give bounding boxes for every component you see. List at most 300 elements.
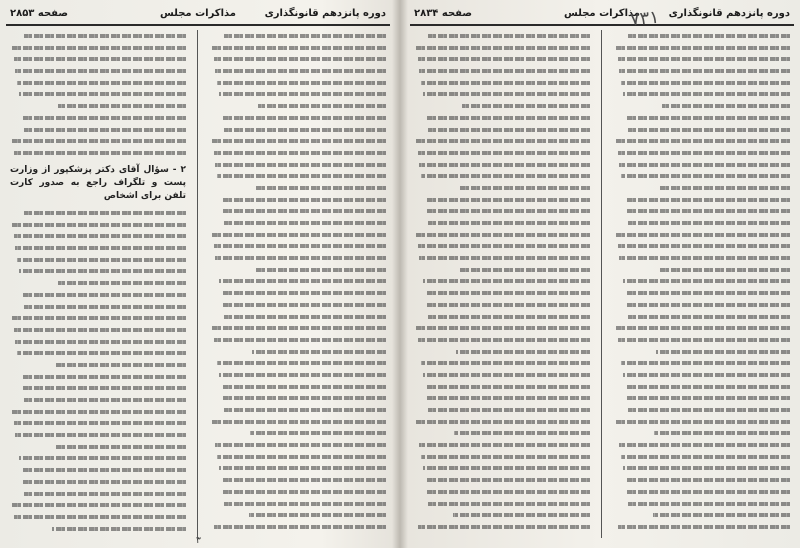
scanned-text-line [614, 77, 790, 89]
scanned-text-line [210, 205, 386, 217]
left-subheading: ۲ - سؤال آقای دکتر پزشکپور از وزارت پست و تلگراف راجع به صدور کارت تلفن برای اشخاص [10, 165, 186, 201]
text-stroke [619, 256, 790, 260]
scanned-text-line [414, 30, 590, 42]
text-stroke [14, 421, 186, 425]
text-stroke [423, 279, 590, 283]
scanned-text-line [614, 42, 790, 54]
text-stroke [416, 420, 590, 424]
scanned-text-line [414, 42, 590, 54]
scanned-text-line [10, 417, 186, 429]
scanned-text-line [414, 474, 590, 486]
text-stroke [221, 478, 386, 482]
scanned-text-line [210, 252, 386, 264]
scanned-text-line [414, 275, 590, 287]
scanned-text-line [414, 65, 590, 77]
text-stroke [428, 502, 590, 506]
text-stroke [625, 385, 790, 389]
left-page-header [6, 6, 390, 26]
scanned-text-line [210, 30, 386, 42]
text-stroke [217, 455, 386, 459]
scanned-text-line [414, 521, 590, 533]
scanned-text-line [210, 439, 386, 451]
text-stroke [219, 279, 386, 283]
text-stroke [224, 502, 386, 506]
scanned-text-line [10, 124, 186, 136]
scanned-text-line [210, 42, 386, 54]
text-stroke [24, 128, 186, 132]
scanned-text-line [614, 486, 790, 498]
scanned-text-line [210, 451, 386, 463]
text-stroke [14, 151, 186, 155]
scanned-text-line [210, 311, 386, 323]
scanned-text-line [10, 499, 186, 511]
text-stroke [660, 186, 790, 190]
text-stroke [12, 223, 186, 227]
scanned-text-line [614, 346, 790, 358]
text-stroke [621, 174, 790, 178]
scanned-text-line [614, 509, 790, 521]
text-stroke [425, 198, 590, 202]
text-stroke [222, 116, 386, 120]
text-stroke [219, 92, 386, 96]
text-stroke [222, 209, 386, 213]
scanned-text-line [10, 488, 186, 500]
scanned-text-line [210, 486, 386, 498]
text-stroke [249, 513, 386, 517]
text-stroke [222, 396, 386, 400]
scanned-text-line [614, 147, 790, 159]
left-page-footer: ۳ [196, 536, 201, 546]
text-stroke [217, 174, 386, 178]
scanned-text-line [10, 242, 186, 254]
text-stroke [19, 92, 186, 96]
left-column-right [210, 30, 386, 540]
scanned-text-line [10, 464, 186, 476]
scanned-text-line [210, 521, 386, 533]
scanned-text-line [614, 53, 790, 65]
handwritten-page-number: ۷۳۱ [629, 6, 661, 31]
right-page-header [410, 6, 794, 26]
scanned-text-line [614, 439, 790, 451]
scanned-text-line [614, 205, 790, 217]
scanned-text-line [614, 287, 790, 299]
scanned-text-line [210, 498, 386, 510]
text-stroke [219, 373, 386, 377]
scanned-text-line [10, 382, 186, 394]
text-stroke [215, 443, 386, 447]
scanned-text-line [614, 275, 790, 287]
scanned-text-line [10, 219, 186, 231]
text-stroke [628, 315, 790, 319]
text-stroke [12, 139, 186, 143]
scanned-text-line [210, 264, 386, 276]
text-stroke [623, 279, 790, 283]
scanned-text-line [414, 439, 590, 451]
text-stroke [618, 338, 790, 342]
text-stroke [625, 478, 790, 482]
text-stroke [425, 478, 590, 482]
text-stroke [15, 69, 186, 73]
text-stroke [428, 128, 590, 132]
text-stroke [214, 57, 386, 61]
left-header-title: مذاکرات مجلس [159, 8, 237, 19]
right-header-page-number: صفحه ۲۸۳۴ [414, 8, 473, 19]
scanned-text-line [10, 394, 186, 406]
text-stroke [426, 116, 590, 120]
text-stroke [252, 350, 386, 354]
scanned-text-line [210, 404, 386, 416]
scanned-text-line [210, 240, 386, 252]
text-stroke [56, 363, 186, 367]
scanned-text-line [10, 359, 186, 371]
text-stroke [418, 244, 590, 248]
text-stroke [454, 431, 590, 435]
text-stroke [217, 81, 386, 85]
scanned-text-line [210, 124, 386, 136]
scanned-text-line [614, 299, 790, 311]
scanned-text-line [414, 205, 590, 217]
text-stroke [623, 466, 790, 470]
scanned-text-line [614, 264, 790, 276]
scanned-text-line [210, 381, 386, 393]
scanned-text-line [614, 159, 790, 171]
scanned-text-line [210, 159, 386, 171]
text-stroke [458, 268, 590, 272]
text-stroke [15, 246, 186, 250]
scanned-text-line [614, 521, 790, 533]
scanned-text-line [10, 88, 186, 100]
text-stroke [428, 221, 590, 225]
scanned-text-line [614, 182, 790, 194]
text-stroke [616, 233, 790, 237]
scanned-text-lines [10, 207, 186, 534]
text-stroke [421, 455, 590, 459]
scanned-text-line [10, 265, 186, 277]
scanned-text-line [414, 252, 590, 264]
text-stroke [17, 81, 186, 85]
text-stroke [22, 480, 186, 484]
text-stroke [215, 256, 386, 260]
scanned-text-line [614, 462, 790, 474]
text-stroke [626, 490, 790, 494]
text-stroke [14, 328, 186, 332]
scanned-text-line [414, 416, 590, 428]
text-stroke [419, 443, 590, 447]
left-header-session: دوره پانزدهم قانونگذاری [264, 8, 386, 19]
text-stroke [428, 408, 590, 412]
text-stroke [212, 233, 386, 237]
text-stroke [22, 116, 186, 120]
scanned-text-line [210, 77, 386, 89]
scanned-text-line [614, 322, 790, 334]
scanned-text-line [10, 406, 186, 418]
text-stroke [625, 198, 790, 202]
scanned-text-line [414, 182, 590, 194]
scanned-text-line [414, 112, 590, 124]
text-stroke [214, 244, 386, 248]
text-stroke [222, 490, 386, 494]
text-stroke [628, 408, 790, 412]
text-stroke [626, 116, 790, 120]
scanned-text-line [414, 299, 590, 311]
text-stroke [221, 291, 386, 295]
text-stroke [621, 455, 790, 459]
scanned-text-line [614, 124, 790, 136]
scanned-text-line [10, 147, 186, 159]
text-stroke [22, 293, 186, 297]
text-stroke [224, 221, 386, 225]
text-stroke [14, 234, 186, 238]
scanned-text-line [614, 334, 790, 346]
text-stroke [626, 396, 790, 400]
text-stroke [15, 340, 186, 344]
scanned-text-line [414, 369, 590, 381]
text-stroke [425, 385, 590, 389]
scanned-text-line [10, 336, 186, 348]
text-stroke [618, 525, 790, 529]
text-stroke [460, 186, 590, 190]
scanned-text-line [414, 404, 590, 416]
text-stroke [17, 351, 186, 355]
text-stroke [426, 209, 590, 213]
scanned-text-line [10, 511, 186, 523]
scanned-text-line [614, 65, 790, 77]
scanned-text-line [414, 217, 590, 229]
scanned-text-line [10, 112, 186, 124]
scanned-text-line [210, 299, 386, 311]
text-stroke [418, 151, 590, 155]
scanned-text-line [614, 240, 790, 252]
text-stroke [224, 315, 386, 319]
scanned-text-line [414, 451, 590, 463]
text-stroke [626, 209, 790, 213]
text-stroke [628, 221, 790, 225]
right-column-right [614, 30, 790, 540]
text-stroke [425, 291, 590, 295]
text-stroke [214, 151, 386, 155]
text-stroke [419, 256, 590, 260]
text-stroke [224, 128, 386, 132]
text-stroke [12, 316, 186, 320]
text-stroke [421, 174, 590, 178]
text-stroke [418, 525, 590, 529]
scanned-text-line [10, 324, 186, 336]
text-stroke [416, 233, 590, 237]
scanned-text-line [210, 392, 386, 404]
text-stroke [423, 373, 590, 377]
right-column-divider [601, 30, 602, 538]
scanned-text-line [414, 381, 590, 393]
scanned-text-line [614, 404, 790, 416]
scanned-text-line [10, 100, 186, 112]
text-stroke [24, 34, 186, 38]
scanned-text-line [10, 53, 186, 65]
text-stroke [212, 326, 386, 330]
text-stroke [419, 163, 590, 167]
text-stroke [250, 431, 386, 435]
scanned-text-line [210, 509, 386, 521]
scanned-text-lines [210, 30, 386, 533]
right-page [410, 0, 794, 548]
text-stroke [416, 46, 590, 50]
scanned-text-line [10, 452, 186, 464]
scanned-text-line [614, 451, 790, 463]
text-stroke [22, 386, 186, 390]
text-stroke [254, 268, 386, 272]
text-stroke [428, 315, 590, 319]
text-stroke [21, 468, 186, 472]
scanned-text-line [414, 88, 590, 100]
text-stroke [212, 46, 386, 50]
scanned-text-line [614, 474, 790, 486]
scanned-text-line [414, 346, 590, 358]
scanned-text-line [414, 392, 590, 404]
text-stroke [224, 408, 386, 412]
scanned-text-line [614, 135, 790, 147]
text-stroke [14, 515, 186, 519]
scanned-text-line [614, 229, 790, 241]
scanned-text-line [614, 381, 790, 393]
scanned-text-line [10, 30, 186, 42]
scanned-text-line [10, 135, 186, 147]
scanned-text-line [210, 462, 386, 474]
scanned-text-line [210, 182, 386, 194]
text-stroke [616, 420, 790, 424]
scanned-text-line [414, 311, 590, 323]
text-stroke [453, 513, 590, 517]
scanned-text-line [414, 462, 590, 474]
scanned-text-line [210, 416, 386, 428]
text-stroke [618, 244, 790, 248]
scanned-text-line [210, 287, 386, 299]
scanned-text-line [614, 30, 790, 42]
text-stroke [419, 69, 590, 73]
scanned-text-line [414, 100, 590, 112]
scanned-text-line [10, 476, 186, 488]
text-stroke [19, 456, 186, 460]
scanned-text-line [414, 194, 590, 206]
scanned-text-line [414, 334, 590, 346]
text-stroke [628, 502, 790, 506]
text-stroke [654, 431, 790, 435]
scanned-text-line [210, 334, 386, 346]
text-stroke [418, 338, 590, 342]
scanned-text-line [414, 498, 590, 510]
text-stroke [428, 34, 590, 38]
text-stroke [58, 281, 186, 285]
text-stroke [214, 338, 386, 342]
text-stroke [12, 410, 186, 414]
text-stroke [52, 527, 186, 531]
text-stroke [19, 269, 186, 273]
text-stroke [215, 163, 386, 167]
text-stroke [656, 350, 790, 354]
scanned-text-line [414, 240, 590, 252]
text-stroke [217, 361, 386, 365]
scanned-text-line [210, 88, 386, 100]
scanned-text-line [210, 65, 386, 77]
scanned-text-line [614, 392, 790, 404]
scanned-text-line [614, 112, 790, 124]
text-stroke [618, 151, 790, 155]
text-stroke [616, 326, 790, 330]
scanned-text-line [614, 194, 790, 206]
text-stroke [628, 128, 790, 132]
scanned-text-line [210, 112, 386, 124]
text-stroke [15, 433, 186, 437]
text-stroke [221, 198, 386, 202]
scanned-text-line [10, 207, 186, 219]
scanned-text-line [10, 254, 186, 266]
text-stroke [416, 326, 590, 330]
scanned-text-line [10, 65, 186, 77]
text-stroke [214, 525, 386, 529]
scanned-text-line [414, 159, 590, 171]
text-stroke [24, 398, 186, 402]
text-stroke [58, 104, 186, 108]
text-stroke [616, 139, 790, 143]
left-header-page-number: صفحه ۲۸۵۳ [10, 8, 69, 19]
scanned-text-line [10, 347, 186, 359]
scanned-text-line [614, 427, 790, 439]
scanned-text-line [614, 416, 790, 428]
text-stroke [416, 139, 590, 143]
text-stroke [662, 104, 790, 108]
scanned-text-line [210, 322, 386, 334]
text-stroke [258, 104, 386, 108]
scanned-text-line [10, 289, 186, 301]
scanned-text-line [210, 100, 386, 112]
text-stroke [616, 46, 790, 50]
right-header-session: دوره پانزدهم قانونگذاری [668, 8, 790, 19]
text-stroke [426, 490, 590, 494]
scanned-text-line [210, 135, 386, 147]
scanned-text-line [614, 100, 790, 112]
scanned-text-line [614, 369, 790, 381]
scanned-text-line [10, 441, 186, 453]
text-stroke [212, 420, 386, 424]
scanned-text-line [210, 53, 386, 65]
scanned-text-line [10, 523, 186, 535]
scanned-text-line [614, 498, 790, 510]
scanned-text-line [414, 53, 590, 65]
text-stroke [12, 46, 186, 50]
text-stroke [456, 350, 590, 354]
text-stroke [626, 303, 790, 307]
text-stroke [619, 163, 790, 167]
text-stroke [14, 57, 186, 61]
scanned-text-line [210, 346, 386, 358]
text-stroke [224, 34, 386, 38]
scanned-text-line [10, 371, 186, 383]
scanned-text-line [414, 124, 590, 136]
scanned-text-line [210, 474, 386, 486]
scanned-text-line [10, 277, 186, 289]
scanned-text-line [414, 147, 590, 159]
scanned-text-line [414, 486, 590, 498]
text-stroke [623, 92, 790, 96]
text-stroke [421, 361, 590, 365]
scanned-text-line [414, 77, 590, 89]
scanned-text-line [210, 427, 386, 439]
scanned-text-line [210, 194, 386, 206]
scanned-text-line [10, 312, 186, 324]
text-stroke [24, 305, 186, 309]
scanned-text-line [414, 287, 590, 299]
scanned-text-lines [614, 30, 790, 533]
scanned-text-line [210, 369, 386, 381]
scanned-text-line [614, 252, 790, 264]
